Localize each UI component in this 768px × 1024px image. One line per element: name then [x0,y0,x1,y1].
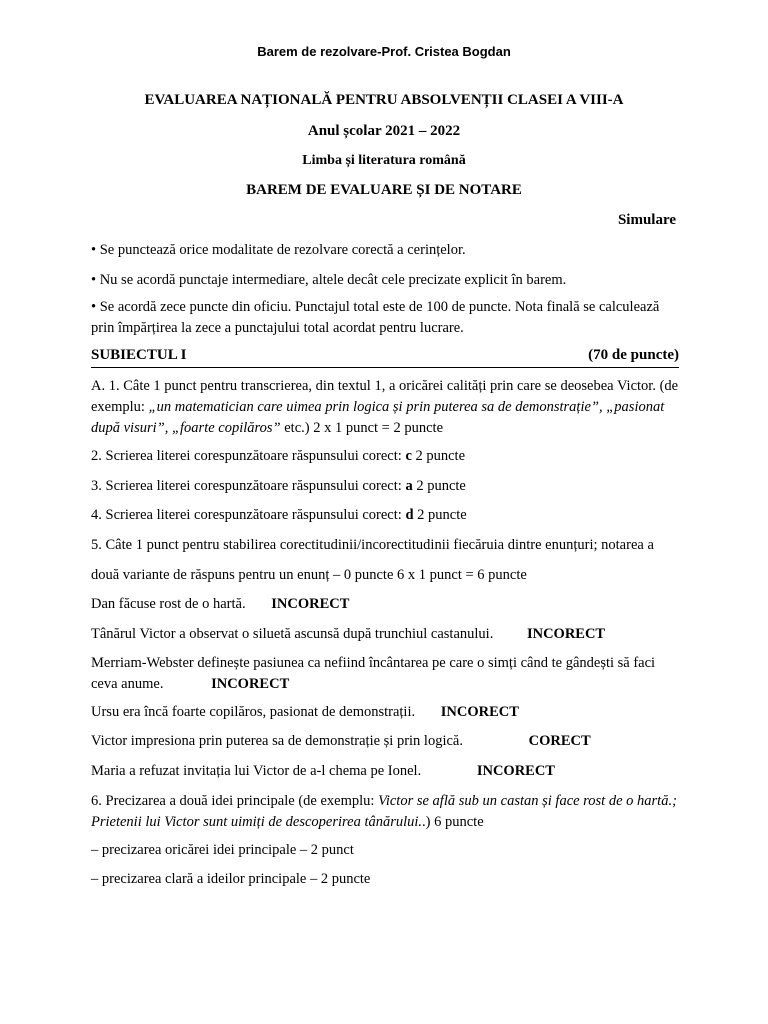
title-barem: BAREM DE EVALUARE ȘI DE NOTARE [246,182,522,198]
section-label: SUBIECTUL I [91,347,187,363]
item-4-answer: d [405,507,414,523]
item-5-line2: două variante de răspuns pentru un enunț – 0 puncte 6 x 1 punct = 6 puncte [91,567,527,583]
item-3-text: 3. Scrierea literei corespunzătoare răspunsului corect: [91,478,406,494]
statement-verdict: CORECT [528,733,591,749]
title-exam: EVALUAREA NAȚIONALĂ PENTRU ABSOLVENȚII CLASEI A VIII-A [144,92,624,108]
statement-text: Tânărul Victor a observat o siluetă ascunsă după trunchiul castanului. [91,626,494,642]
item-a1-lead: A. 1. Câte 1 punct pentru transcrierea, din textul 1, a oricărei calități prin care se deosebea Victor. (de exemplu: [91,378,679,415]
section-heading [91,347,679,368]
statement-text: Victor impresiona prin puterea sa de demonstrație și prin logică. [91,733,463,749]
section-points: (70 de puncte) [588,347,679,363]
statement-text: Maria a refuzat invitația lui Victor de a-l chema pe Ionel. [91,763,422,779]
item-2-text: 2. Scrierea literei corespunzătoare răspunsului corect: [91,448,406,464]
rule-3: • Se acordă zece puncte din oficiu. Punctajul total este de 100 de puncte. Nota finală se calculează prin împărțirea la zece a punctajului total acordat pentru lucrare. [91,299,660,336]
statement-2 [91,624,681,645]
statement-6 [91,761,681,782]
rule-1: • Se punctează orice modalitate de rezolvare corectă a cerințelor. [91,242,466,258]
statement-verdict: INCORECT [526,626,606,642]
statement-text: Dan făcuse rost de o hartă. [91,596,246,612]
item-6-lead: 6. Precizarea a două idei principale (de exemplu: [91,793,379,809]
item-4 [91,505,681,526]
statement-verdict: INCORECT [271,596,350,612]
item-a1-examples: „un matematician care uimea prin logica și prin puterea sa de demonstrație”, „pasionat după visuri”, „foarte copilăros” [91,399,665,436]
statement-verdict: INCORECT [211,676,290,692]
item-2-points: 2 puncte [411,448,466,464]
statement-verdict: INCORECT [440,704,519,720]
item-2 [91,446,681,467]
item-6-examples: Victor se află sub un castan și face rost de o hartă.; Prietenii lui Victor sunt uimiți de descoperirea tânărului. [91,793,677,830]
item-4-points: 2 puncte [413,507,467,523]
rule-2: • Nu se acordă punctaje intermediare, altele decât cele precizate explicit în barem. [91,272,567,288]
statement-4 [91,702,681,723]
title-subject: Limba și literatura română [302,153,466,168]
item-2-answer: c [405,448,412,464]
item-3-points: 2 puncte [412,478,466,494]
item-a1 [91,376,681,439]
statement-text: Ursu era încă foarte copilăros, pasionat de demonstrații. [91,704,416,720]
item-3-answer: a [405,478,413,494]
item-6-sub1: – precizarea oricărei idei principale – 2 punct [91,842,354,858]
statement-1 [91,594,681,615]
item-3 [91,476,681,497]
item-6-sub2: – precizarea clară a ideilor principale – 2 puncte [91,871,371,887]
item-5-line1: 5. Câte 1 punct pentru stabilirea corectitudinii/incorectitudinii fiecăruia dintre enunțuri; notarea a [91,537,654,553]
title-school-year: Anul școlar 2021 – 2022 [307,123,461,139]
statement-verdict: INCORECT [476,763,555,779]
statement-3 [91,653,681,695]
item-6 [91,791,681,833]
statement-5 [91,731,681,752]
header-note: Barem de rezolvare-Prof. Cristea Bogdan [257,44,511,59]
item-a1-tail: etc.) 2 x 1 punct = 2 puncte [280,420,444,436]
statement-text: Merriam-Webster definește pasiunea ca nefiind încântarea pe care o simți când te gândești să faci [91,655,656,671]
simulare-label: Simulare [617,212,676,228]
statement-text-cont: ceva anume. [91,676,164,692]
item-4-text: 4. Scrierea literei corespunzătoare răspunsului corect: [91,507,406,523]
item-6-tail: .) 6 puncte [422,814,484,830]
